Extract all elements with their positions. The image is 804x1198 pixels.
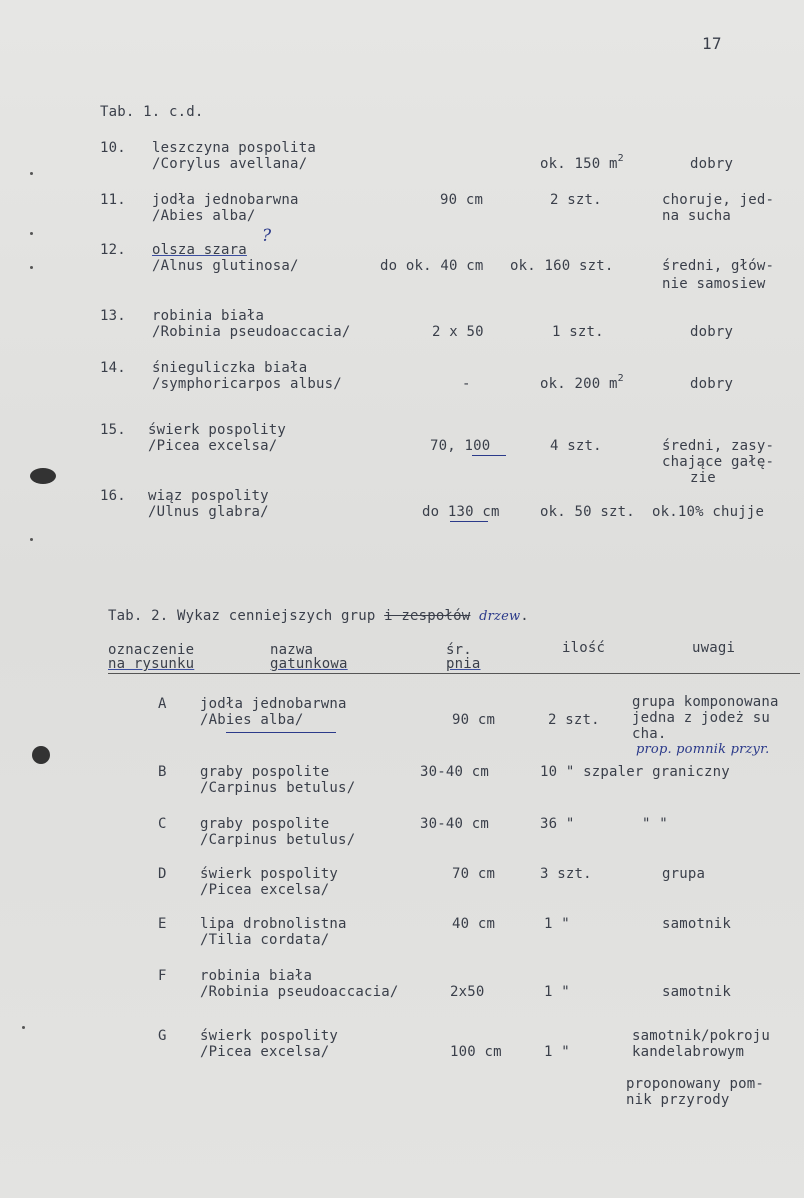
table2-heading-handwritten: drzew [479, 609, 521, 624]
speck [30, 232, 33, 235]
t1-row-no: 14. [100, 360, 126, 376]
t2-row-diam: 2x50 [450, 984, 485, 1000]
t1-row-diam: do 130 cm [422, 504, 500, 520]
t2-row-note: kandelabrowym [632, 1044, 745, 1060]
t1-row-qty [540, 153, 624, 174]
t2-row-name: świerk pospolity [200, 1028, 339, 1044]
t1-row-status: dobry [690, 376, 734, 392]
t2-row-qty: 36 " [540, 816, 575, 832]
speck [30, 172, 33, 175]
handwritten-underline [450, 521, 488, 522]
t2-row-latin: /Tilia cordata/ [200, 932, 330, 948]
t1-row-latin: /Alnus glutinosa/ [152, 258, 299, 274]
punch-hole-top [30, 468, 56, 484]
table2-heading [108, 608, 529, 625]
t1-row-status: dobry [690, 324, 734, 340]
qty-sup: 2 [617, 373, 624, 384]
t2-row-qty: 2 szt. [548, 712, 600, 728]
speck [30, 538, 33, 541]
t2-row-latin: /Picea excelsa/ [200, 1044, 330, 1060]
t2-row-mark: B [158, 764, 167, 780]
t2-row-diam: 70 cm [452, 866, 496, 882]
t2-row-qty: 1 " [544, 1044, 570, 1060]
t1-row-latin: /symphoricarpos albus/ [152, 376, 342, 392]
t2-row-note: proponowany pom- [626, 1076, 765, 1092]
t1-row-latin: /Corylus avellana/ [152, 156, 308, 172]
t2-row-mark: A [158, 696, 167, 712]
table1-heading: Tab. 1. c.d. [100, 104, 204, 120]
qty-prefix: ok. 150 [540, 156, 610, 172]
header-rule [108, 673, 800, 674]
t2-row-qty: 10 " szpaler graniczny [540, 764, 730, 780]
col-header-diam: śr. [446, 642, 472, 658]
t1-row-no: 13. [100, 308, 126, 324]
t1-row-no: 10. [100, 140, 126, 156]
t2-row-qty: 1 " [544, 916, 570, 932]
t1-row-name: jodła jednobarwna [152, 192, 299, 208]
t1-row-status: choruje, jed- [662, 192, 775, 208]
page-number: 17 [702, 34, 722, 53]
t1-row-no: 16. [100, 488, 126, 504]
qty-unit: m [609, 156, 618, 172]
t1-row-latin: /Picea excelsa/ [148, 438, 278, 454]
col-header-qty: ilość [562, 640, 606, 656]
handwritten-question-mark: ? [262, 226, 272, 246]
table2-heading-struck: i zespołów [384, 608, 471, 624]
table2-heading-end: . [520, 608, 529, 624]
t1-row-no: 15. [100, 422, 126, 438]
t1-row-qty: 4 szt. [550, 438, 602, 454]
t1-row-name: robinia biała [152, 308, 265, 324]
t2-row-name: lipa drobnolistna [200, 916, 347, 932]
table2-heading-typed: Tab. 2. Wykaz cenniejszych grup [108, 608, 376, 624]
t1-row-latin: /Ulnus glabra/ [148, 504, 269, 520]
t2-row-latin: /Picea excelsa/ [200, 882, 330, 898]
col-header-mark-2: na rysunku [108, 656, 195, 672]
t2-row-name: graby pospolite [200, 764, 330, 780]
t1-row-qty: ok. 160 szt. [510, 258, 614, 274]
t2-row-mark: D [158, 866, 167, 882]
t1-row-qty: 1 szt. [552, 324, 604, 340]
t1-row-qty [540, 373, 624, 394]
t2-row-name: graby pospolite [200, 816, 330, 832]
t2-row-note: nik przyrody [626, 1092, 730, 1108]
t1-row-no: 11. [100, 192, 126, 208]
t1-row-qty: ok. 50 szt. [540, 504, 635, 520]
t1-row-latin: /Abies alba/ [152, 208, 256, 224]
t1-row-diam: do ok. 40 cm [380, 258, 484, 274]
t1-row-name: wiąz pospolity [148, 488, 269, 504]
t1-row-diam: 70, 100 [430, 438, 491, 454]
t2-row-latin: /Carpinus betulus/ [200, 780, 356, 796]
t2-row-diam: 100 cm [450, 1044, 502, 1060]
t2-row-latin: /Robinia pseudoaccacia/ [200, 984, 399, 1000]
t1-row-name: śnieguliczka biała [152, 360, 308, 376]
col-header-name: nazwa [270, 642, 314, 658]
col-header-notes: uwagi [692, 640, 736, 656]
t2-row-name: robinia biała [200, 968, 313, 984]
t2-row-note: grupa komponowana [632, 694, 779, 710]
qty-sup: 2 [617, 153, 624, 164]
t1-row-diam: - [462, 376, 471, 392]
t1-row-status-cont: nie samosiew [662, 276, 766, 292]
t2-row-note: samotnik [662, 984, 732, 1000]
t1-row-qty: 2 szt. [550, 192, 602, 208]
t1-row-status-cont: chające gałę- [662, 454, 775, 470]
t2-row-mark: F [158, 968, 167, 984]
t2-row-diam: 40 cm [452, 916, 496, 932]
t1-row-status: średni, głów- [662, 258, 775, 274]
speck [30, 266, 33, 269]
t1-row-no: 12. [100, 242, 126, 258]
t2-row-note: jedna z jodeż su [632, 710, 771, 726]
t2-row-name: jodła jednobarwna [200, 696, 347, 712]
t2-row-latin: /Carpinus betulus/ [200, 832, 356, 848]
t2-row-note: samotnik/pokroju [632, 1028, 771, 1044]
t1-row-diam: 2 x 50 [432, 324, 484, 340]
t2-row-mark: C [158, 816, 167, 832]
t1-row-name: świerk pospolity [148, 422, 287, 438]
t2-row-qty: 1 " [544, 984, 570, 1000]
t2-row-name: świerk pospolity [200, 866, 339, 882]
t1-row-latin: /Robinia pseudoaccacia/ [152, 324, 351, 340]
t2-row-note: cha. [632, 726, 667, 742]
speck [22, 1026, 25, 1029]
t2-row-latin: /Abies alba/ [200, 712, 304, 728]
t1-row-name: leszczyna pospolita [152, 140, 316, 156]
col-header-name-2: gatunkowa [270, 656, 348, 672]
qty-prefix: ok. 200 [540, 376, 610, 392]
col-header-diam-2: pnia [446, 656, 481, 672]
t1-row-name: olsza szara [152, 242, 247, 258]
t1-row-diam: 90 cm [440, 192, 484, 208]
t1-row-status: ok.10% chujje [652, 504, 765, 520]
t1-row-status: dobry [690, 156, 734, 172]
t2-row-mark: E [158, 916, 167, 932]
t2-row-diam: 90 cm [452, 712, 496, 728]
col-header-mark: oznaczenie [108, 642, 195, 658]
t2-row-note: samotnik [662, 916, 732, 932]
t1-row-status: średni, zasy- [662, 438, 775, 454]
qty-unit: m [609, 376, 618, 392]
handwritten-underline [226, 732, 336, 733]
t2-row-diam: 30-40 cm [420, 764, 490, 780]
punch-hole-bottom [32, 746, 50, 764]
t2-row-note: " " [642, 816, 668, 832]
t1-row-status-cont: zie [690, 470, 716, 486]
t2-row-mark: G [158, 1028, 167, 1044]
t2-row-note: grupa [662, 866, 706, 882]
t1-row-status-cont: na sucha [662, 208, 732, 224]
t2-row-note-handwritten: prop. pomnik przyr. [636, 742, 770, 757]
handwritten-underline [472, 455, 506, 456]
t2-row-diam: 30-40 cm [420, 816, 490, 832]
t2-row-qty: 3 szt. [540, 866, 592, 882]
